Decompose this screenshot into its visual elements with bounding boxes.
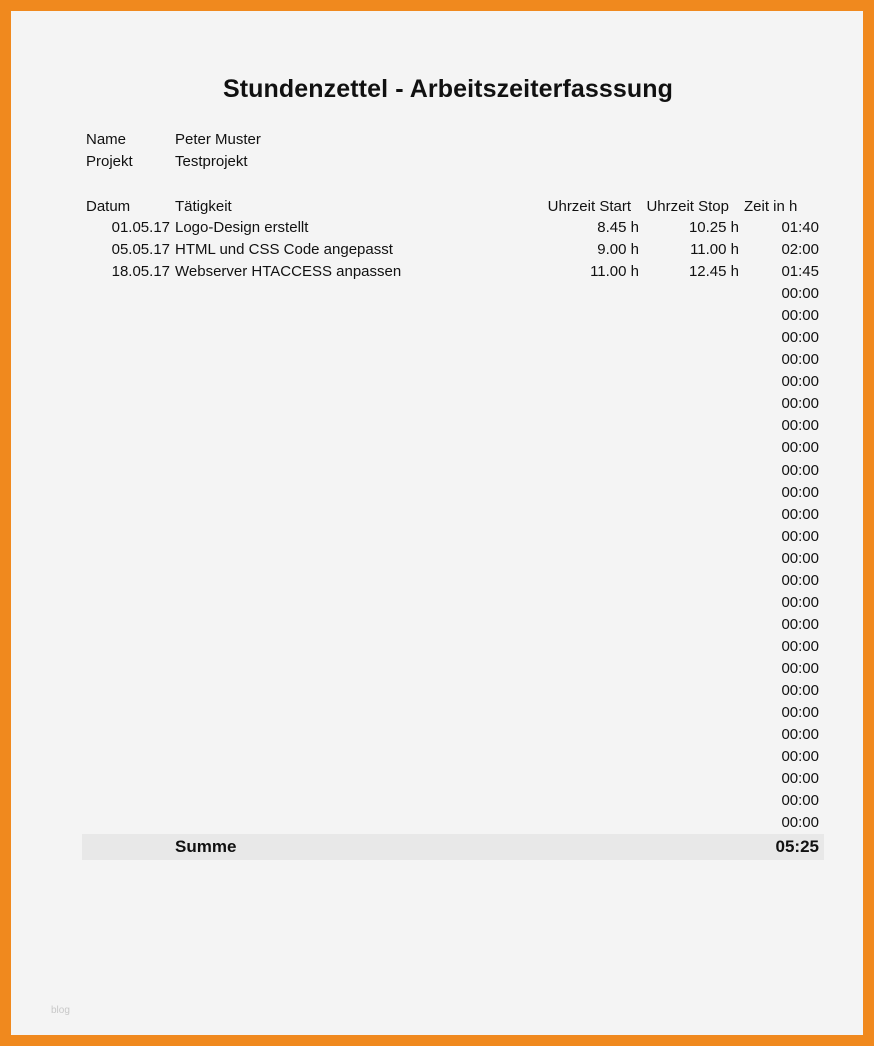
cell-time: 00:00: [781, 483, 819, 501]
project-value: Testprojekt: [175, 153, 248, 170]
table-row: [11, 614, 874, 636]
cell-stop: 12.45 h: [688, 263, 739, 281]
header-time: Zeit in h: [744, 198, 798, 215]
cell-time: 00:00: [781, 285, 819, 303]
header-stop: Uhrzeit Stop: [646, 198, 729, 215]
table-row: [11, 548, 874, 570]
cell-time: 00:00: [781, 307, 819, 325]
cell-time: 00:00: [781, 814, 819, 832]
cell-time: 00:00: [781, 527, 819, 545]
cell-time: 00:00: [781, 681, 819, 699]
timesheet-table: [11, 217, 874, 834]
cell-time: 00:00: [781, 571, 819, 589]
cell-time: 01:45: [781, 263, 819, 281]
cell-stop: 10.25 h: [688, 219, 739, 236]
table-row: [11, 305, 874, 327]
cell-time: 00:00: [781, 395, 819, 413]
cell-time: 00:00: [781, 726, 819, 744]
project-label: Projekt: [86, 153, 133, 170]
cell-task: Webserver HTACCESS anpassen: [175, 263, 402, 281]
cell-time: 00:00: [781, 329, 819, 347]
cell-time: 00:00: [781, 505, 819, 523]
cell-stop: 11.00 h: [690, 241, 739, 259]
cell-time: 00:00: [781, 373, 819, 391]
cell-date: 01.05.17: [111, 219, 170, 236]
cell-time: 00:00: [781, 615, 819, 633]
cell-date: 05.05.17: [111, 241, 170, 259]
table-row: [11, 658, 874, 680]
cell-time: 02:00: [781, 241, 819, 259]
cell-time: 00:00: [781, 351, 819, 369]
name-label: Name: [86, 131, 127, 148]
document-title: Stundenzettel - Arbeitszeiterfasssung: [222, 75, 674, 103]
table-row: [11, 239, 874, 261]
header-date: Datum: [86, 198, 131, 215]
cell-time: 00:00: [781, 748, 819, 766]
table-row: [11, 393, 874, 415]
cell-task: HTML und CSS Code angepasst: [175, 241, 393, 259]
table-row: [11, 790, 874, 812]
cell-time: 00:00: [781, 439, 819, 457]
table-row: [11, 460, 874, 482]
sum-value: 05:25: [775, 837, 819, 856]
table-row: [11, 371, 874, 393]
table-row: [11, 217, 874, 239]
cell-time: 00:00: [781, 637, 819, 655]
table-row: [11, 812, 874, 834]
cell-time: 00:00: [781, 417, 819, 435]
table-row: [11, 504, 874, 526]
sum-label: Summe: [175, 837, 237, 856]
cell-time: 00:00: [781, 704, 819, 722]
table-row: [11, 636, 874, 658]
cell-start: 8.45 h: [597, 219, 639, 236]
header-start: Uhrzeit Start: [547, 198, 631, 215]
cell-time: 00:00: [781, 461, 819, 479]
table-row: [11, 261, 874, 283]
cell-date: 18.05.17: [111, 263, 170, 281]
cell-time: 00:00: [781, 792, 819, 810]
watermark-text: blog: [51, 1005, 70, 1016]
name-value: Peter Muster: [175, 131, 261, 148]
table-row: [11, 415, 874, 437]
table-row: [11, 768, 874, 790]
cell-time: 00:00: [781, 593, 819, 611]
cell-time: 00:00: [781, 659, 819, 677]
table-row: [11, 283, 874, 305]
cell-task: Logo-Design erstellt: [175, 219, 309, 236]
table-row: [11, 482, 874, 504]
cell-time: 00:00: [781, 770, 819, 788]
cell-start: 11.00 h: [590, 263, 639, 281]
table-row: [11, 746, 874, 768]
table-row: [11, 724, 874, 746]
cell-start: 9.00 h: [597, 241, 639, 259]
table-row: [11, 327, 874, 349]
table-row: [11, 592, 874, 614]
cell-time: 01:40: [781, 219, 819, 236]
table-row: [11, 680, 874, 702]
header-task: Tätigkeit: [175, 198, 232, 215]
cell-time: 00:00: [781, 549, 819, 567]
table-row: [11, 702, 874, 724]
table-row: [11, 570, 874, 592]
table-row: [11, 437, 874, 459]
table-row: [11, 526, 874, 548]
table-row: [11, 349, 874, 371]
